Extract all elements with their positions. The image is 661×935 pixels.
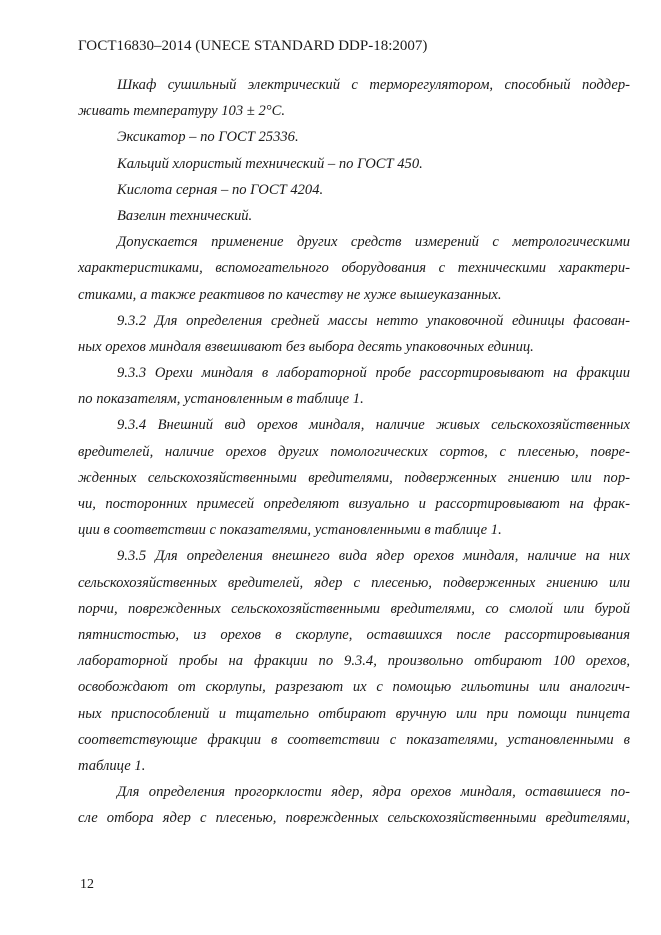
- text-line: сельскохозяйственных вредителей, ядер с плесенью, подверженных гниению или: [78, 574, 630, 591]
- text-line: таблице 1.: [78, 757, 146, 774]
- text-line: пятнистостью, из орехов в скорлупе, оставшихся после рассортировывания: [78, 626, 630, 643]
- text-line: Допускается применение других средств измерений с метрологическими: [117, 234, 630, 251]
- text-line: жденных сельскохозяйственными вредителями, подверженных гниению или пор-: [78, 469, 630, 486]
- text-line: стиками, а также реактивов по качеству не хуже вышеуказанных.: [78, 286, 502, 303]
- text-line: соответствующие фракции в соответствии с показателями, установленными в: [78, 731, 630, 748]
- text-line: 9.3.2 Для определения средней массы нетто упаковочной единицы фасован-: [117, 312, 630, 329]
- text-line: Вазелин технический.: [117, 207, 253, 224]
- text-line: ных орехов миндаля взвешивают без выбора десять упаковочных единиц.: [78, 338, 534, 355]
- page-number: 12: [80, 877, 94, 892]
- text-line: освобождают от скорлупы, разрезают их с помощью гильотины или аналогич-: [78, 679, 630, 696]
- text-line: вредителей, наличие орехов других помологических сортов, с плесенью, повре-: [78, 443, 630, 460]
- text-line: 9.3.5 Для определения внешнего вида ядер орехов миндаля, наличие на них: [117, 548, 630, 565]
- text-line: лабораторной пробы на фракции по 9.3.4, произвольно отбирают 100 орехов,: [78, 653, 630, 670]
- text-line: Для определения прогорклости ядер, ядра орехов миндаля, оставшиеся по-: [117, 784, 630, 801]
- text-line: Кальций хлористый технический – по ГОСТ 450.: [117, 155, 423, 172]
- text-line: Эксикатор – по ГОСТ 25336.: [117, 129, 299, 146]
- text-line: по показателям, установленным в таблице 1.: [78, 391, 364, 408]
- text-line: Шкаф сушильный электрический с терморегулятором, способный поддер-: [117, 77, 630, 93]
- document-header: ГОСТ16830–2014 (UNECE STANDARD DDP-18:2007): [78, 38, 428, 54]
- document-body: [78, 72, 630, 831]
- text-line: живать температуру 103 ± 2°С.: [78, 103, 285, 120]
- text-line: сле отбора ядер с плесенью, поврежденных сельскохозяйственными вредителями,: [78, 810, 630, 827]
- text-line: 9.3.4 Внешний вид орехов миндаля, наличие живых сельскохозяйственных: [117, 417, 630, 434]
- text-line: характеристиками, вспомогательного оборудования с техническими характери-: [78, 260, 630, 277]
- text-line: порчи, поврежденных сельскохозяйственными вредителями, со смолой или бурой: [78, 600, 630, 617]
- text-line: ных приспособлений и тщательно отбирают вручную или при помощи пинцета: [78, 705, 630, 722]
- text-line: чи, посторонних примесей определяют визуально и рассортировывают на фрак-: [78, 496, 630, 512]
- text-line: 9.3.3 Орехи миндаля в лабораторной пробе рассортировывают на фракции: [117, 365, 630, 382]
- text-line: Кислота серная – по ГОСТ 4204.: [117, 181, 324, 198]
- text-line: ции в соответствии с показателями, установленными в таблице 1.: [78, 522, 502, 539]
